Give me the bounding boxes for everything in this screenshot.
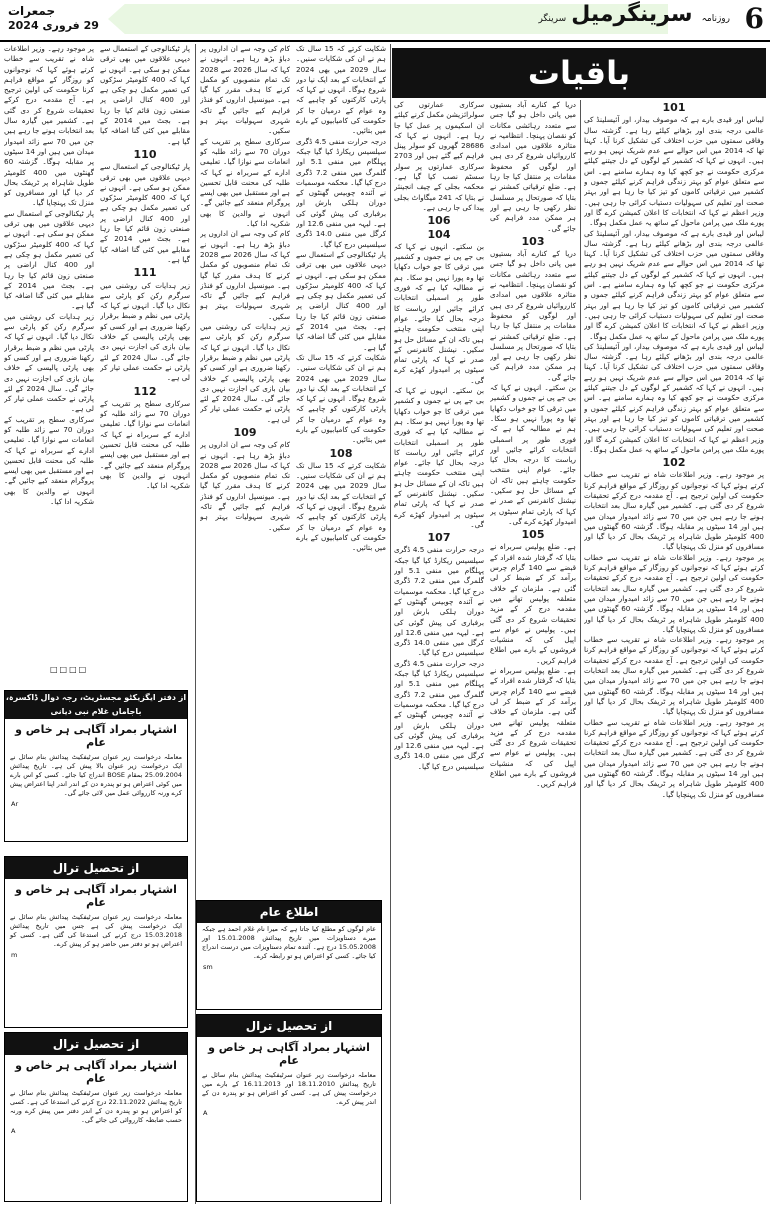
page-number: 6 [744, 2, 764, 35]
paper-city: سرینگر [538, 14, 567, 24]
section-text: لیباس اور قیدی بارے ہے کہ موصوف بیدار، اور آئیسلینڈ کی عالمی درجہ بندی اور بڑھانے کیلئے رہا ہے۔ گزشتہ سال وفاقی سمتوں میں حزب اختلاف کی تشکیل کرنا آیا۔ کہنا تھا کہ 2014 میں اس حوالے سے عدم شریک نہیں ہو رہے ہیں۔ انہوں نے کہا کہ کشمیر کے لوگوں کے دل جیتنے کیلئے مرکزی حکومت نے جو کچھ کیا وہ ہمارے سامنے ہے۔ اس سے متعلق عوام کو بہتر زندگی فراہم کرنے کیلئے جموں و کشمیر میں ترقیاتی کاموں کو تیز کیا جا رہا ہے اور بہتر صحت اور تعلیم کی سہولیات دستیاب کرائی جا رہی ہیں۔ وزیر اعظم نے کہا کہ انتخابات کا اعلان کمیشن کرے گا اور پورے ملک میں پرامن ماحول کے ساتھ یہ عمل مکمل ہوگا۔ [584, 228, 764, 341]
section-text: کام کی وجہ سے ان اداروں پر دباؤ بڑھ رہا ہے۔ انہوں نے کہا کہ سال 2026 سے 2028 تک تمام منصوبوں کو مکمل کرنے کا ہدف مقرر کیا گیا ہے۔ میونسپل اداروں کو فنڈز فراہم کیے جائیں گے تاکہ شہری سہولیات بہتر ہو سکیں۔ [200, 229, 290, 321]
notice-heading: اشتہار بمراد آگاہی ہر خاص و عام [15, 723, 177, 749]
notice-sign: sm [203, 963, 213, 971]
section-number: 111 [133, 266, 157, 280]
notice-body: معاملہ درخواست زیر عنوان سرٹیفکیٹ پیدائش بنام سائل نے تاریخ پیدائش 18.11.2010 اور 16.11.2013 کے بارے میں درخواست پیش کی ہے۔ کسی کو اعتراض ہو تو پندرہ دن کے اندر پیش کرے۔ [202, 1071, 376, 1106]
section-text: لیباس اور قیدی بارے ہے کہ موصوف بیدار، اور آئیسلینڈ کی عالمی درجہ بندی اور بڑھانے کیلئے رہا ہے۔ گزشتہ سال وفاقی سمتوں میں حزب اختلاف کی تشکیل کرنا آیا۔ کہنا تھا کہ 2014 میں اس حوالے سے عدم شریک نہیں ہو رہے ہیں۔ انہوں نے کہا کہ کشمیر کے لوگوں کے دل جیتنے کیلئے مرکزی حکومت نے جو کچھ کیا وہ ہمارے سامنے ہے۔ اس سے متعلق عوام کو بہتر زندگی فراہم کرنے کیلئے جموں و کشمیر میں ترقیاتی کاموں کو تیز کیا جا رہا ہے اور بہتر صحت اور تعلیم کی سہولیات دستیاب کرائی جا رہی ہیں۔ وزیر اعظم نے کہا کہ انتخابات کا اعلان کمیشن کرے گا اور پورے ملک میں پرامن ماحول کے ساتھ یہ عمل مکمل ہوگا۔ [584, 115, 764, 228]
section-text: لیباس اور قیدی بارے ہے کہ موصوف بیدار، اور آئیسلینڈ کی عالمی درجہ بندی اور بڑھانے کیلئے رہا ہے۔ گزشتہ سال وفاقی سمتوں میں حزب اختلاف کی تشکیل کرنا آیا۔ کہنا تھا کہ 2014 میں اس حوالے سے عدم شریک نہیں ہو رہے ہیں۔ انہوں نے کہا کہ کشمیر کے لوگوں کے دل جیتنے کیلئے مرکزی حکومت نے جو کچھ کیا وہ ہمارے سامنے ہے۔ اس سے متعلق عوام کو بہتر زندگی فراہم کرنے کیلئے جموں و کشمیر میں ترقیاتی کاموں کو تیز کیا جا رہا ہے اور بہتر صحت اور تعلیم کی سہولیات دستیاب کرائی جا رہی ہیں۔ وزیر اعظم نے کہا کہ انتخابات کا اعلان کمیشن کرے گا اور پورے ملک میں پرامن ماحول کے ساتھ یہ عمل مکمل ہوگا۔ [584, 341, 764, 454]
notice-sign: m [11, 951, 18, 959]
section-number: 105 [521, 528, 545, 542]
header-dateline [8, 4, 138, 36]
section-text: سرکاری عمارتوں کی سولرائزیشن مکمل کرنے کیلئے ان اسکیموں پر عمل کیا جا رہا ہے۔ انہوں نے کہا کہ 28686 گھروں کو سولر پینل فراہم کیے گئے ہیں اور 2703 سرکاری عمارتوں پر سولر سسٹم نصب کیا گیا ہے۔ محکمہ بجلی کے چیف انجینئر نے بتایا کہ 241 میگاواٹ بجلی پیدا کی جا رہی ہے۔ [394, 100, 484, 212]
section-text: پر موجود رہے۔ وزیر اطلاعات شاہ نے تقریب سے خطاب کرتے ہوئے کہا کہ نوجوانوں کو روزگار کے مواقع فراہم کرنا حکومت کی اولین ترجیح ہے۔ آج مقدمہ درج کرکے تحقیقات شروع کر دی گئی ہے۔ کشمیر میں گیارہ سال بعد انتخابات ہونے جا رہے ہیں جن میں 70 سے زائد امیدوار میدان میں ہیں اور 14 سیٹوں پر مقابلہ ہوگا۔ گزشتہ 60 گھنٹوں میں 400 کلومیٹر طویل شاہراہ پر ٹریفک بحال کر دیا گیا اور مسافروں کو منزل تک پہنچایا گیا۔ [584, 635, 764, 717]
notice-heading: اشتہار بمراد آگاہی ہر خاص و عام [15, 883, 177, 909]
section-text: بن سکتے۔ انہوں نے کہا کہ بی جے پی نے جموں و کشمیر میں ترقی کا جو خواب دکھایا تھا وہ پورا نہیں ہو سکا۔ ہم نے مطالبہ کیا ہے کہ فوری طور پر اسمبلی انتخابات کرائے جائیں اور ریاست کا درجہ بحال کیا جائے۔ عوام اپنی منتخب حکومت چاہتے ہیں تاکہ ان کے مسائل حل ہو سکیں۔ نیشنل کانفرنس کے صدر نے کہا کہ پارٹی تمام سیٹوں پر امیدوار کھڑے کرے گی۔ [394, 241, 484, 385]
section-text: زیر ہدایات کی روشنی میں سرگرم رکن کو پارٹی سے نکال دیا گیا۔ انہوں نے کہا کہ پارٹی میں نظم و ضبط برقرار رکھنا ضروری ہے اور کسی کو بھی پارٹی پالیسی کے خلاف بیان بازی کی اجازت نہیں دی جائے گی۔ سال 2024 کے لئے پارٹی نے حکمت عملی تیار کر لی ہے۔ [100, 280, 190, 383]
notice-heading: اشتہار بمراد آگاہی ہر خاص و عام [208, 1041, 370, 1067]
section-text: دریا کے کنارے آباد بستیوں میں پانی داخل ہو گیا جس سے متعدد رہائشی مکانات کو نقصان پہنچا۔ انتظامیہ نے متاثرہ علاقوں میں امدادی کارروائیاں شروع کر دی ہیں اور لوگوں کو محفوظ مقامات پر منتقل کیا جا رہا ہے۔ ضلع ترقیاتی کمشنر نے بتایا کہ صورتحال پر مسلسل نظر رکھی جا رہی ہے اور ہر ممکن مدد فراہم کی جائے گی۔ [490, 249, 576, 382]
notice-body: معاملہ درخواست زیر عنوان سرٹیفکیٹ پیدائش بنام سائل نے ایک درخواست زیر عنوان بالا پیش کی ہے۔ تاریخ پیدائش 25.09.2004 بمقام BOSE اندراج کیا جائے۔ کسی کو اس بارے میں کوئی اعتراض ہو تو پندرہ دن کے اندر اندر اپنا اعتراض پیش کرے ورنہ کارروائی عمل میں لائی جائے گی۔ [10, 753, 182, 797]
notice-header: اطلاع عام [197, 901, 381, 923]
notice-header: از تحصیل ترال [5, 1033, 187, 1055]
section-text: پار ٹیکنالوجی کے استعمال سے دیہی علاقوں میں بھی ترقی ممکن ہو سکی ہے۔ انہوں نے کہا کہ 400 کلومیٹر سڑکوں کی تعمیر مکمل ہو چکی ہے اور 400 کنال اراضی پر صنعتی زون قائم کیا جا رہا ہے۔ بجٹ میں 2014 کے مقابلے میں کئی گنا اضافہ کیا گیا ہے۔ [100, 44, 190, 146]
notice-sign: A [203, 1109, 208, 1117]
section-text: پار ٹیکنالوجی کے استعمال سے دیہی علاقوں میں بھی ترقی ممکن ہو سکی ہے۔ انہوں نے کہا کہ 400 کلومیٹر سڑکوں کی تعمیر مکمل ہو چکی ہے اور 400 کنال اراضی پر صنعتی زون قائم کیا جا رہا ہے۔ بجٹ میں 2014 کے مقابلے میں کئی گنا اضافہ کیا گیا ہے۔ [100, 162, 190, 264]
section-text: پر موجود رہے۔ وزیر اطلاعات شاہ نے تقریب سے خطاب کرتے ہوئے کہا کہ نوجوانوں کو روزگار کے مواقع فراہم کرنا حکومت کی اولین ترجیح ہے۔ آج مقدمہ درج کرکے تحقیقات شروع کر دی گئی ہے۔ کشمیر میں گیارہ سال بعد انتخابات ہونے جا رہے ہیں جن میں 70 سے زائد امیدوار میدان میں ہیں اور 14 سیٹوں پر مقابلہ ہوگا۔ گزشتہ 60 گھنٹوں میں 400 کلومیٹر طویل شاہراہ پر ٹریفک بحال کر دیا گیا اور مسافروں کو منزل تک پہنچایا گیا۔ [4, 44, 94, 208]
section-text: درجہ حرارت منفی 4.5 ڈگری سیلسیس ریکارڈ کیا گیا جبکہ پہلگام میں منفی 5.1 اور گلمرگ میں منفی 7.2 ڈگری درج کیا گیا۔ محکمہ موسمیات نے آئندہ چوبیس گھنٹوں کے دوران ہلکی بارش اور برفباری کی پیش گوئی کی ہے۔ لیہہ میں منفی 12.6 اور کرگل میں منفی 14.0 ڈگری سیلسیس درج کیا گیا۔ [394, 545, 484, 658]
page-header [0, 0, 770, 42]
article-column [4, 44, 94, 664]
section-title: باقیات [392, 48, 766, 98]
section-text: پار ٹیکنالوجی کے استعمال سے دیہی علاقوں میں بھی ترقی ممکن ہو سکی ہے۔ انہوں نے کہا کہ 400 کلومیٹر سڑکوں کی تعمیر مکمل ہو چکی ہے اور 400 کنال اراضی پر صنعتی زون قائم کیا جا رہا ہے۔ بجٹ میں 2014 کے مقابلے میں کئی گنا اضافہ کیا گیا ہے۔ [4, 208, 94, 311]
separator-dots: □□□□ [50, 665, 89, 674]
section-text: کام کی وجہ سے ان اداروں پر دباؤ بڑھ رہا ہے۔ انہوں نے کہا کہ سال 2026 سے 2028 تک تمام منصوبوں کو مکمل کرنے کا ہدف مقرر کیا گیا ہے۔ میونسپل اداروں کو فنڈز فراہم کیے جائیں گے تاکہ شہری سہولیات بہتر ہو سکیں۔ [200, 440, 290, 532]
section-text: درجہ حرارت منفی 4.5 ڈگری سیلسیس ریکارڈ کیا گیا جبکہ پہلگام میں منفی 5.1 اور گلمرگ میں منفی 7.2 ڈگری درج کیا گیا۔ محکمہ موسمیات نے آئندہ چوبیس گھنٹوں کے دوران ہلکی بارش اور برفباری کی پیش گوئی کی ہے۔ لیہہ میں منفی 12.6 اور کرگل میں منفی 14.0 ڈگری سیلسیس درج کیا گیا۔ [296, 136, 386, 249]
section-text: سرکاری سطح پر تقریب کے دوران 70 سے زائد طلبہ کو انعامات سے نوازا گیا۔ تعلیمی ادارے کے سربراہ نے کہا کہ طلبہ کی محنت قابل تحسین ہے اور مستقبل میں بھی ایسے پروگرام منعقد کیے جائیں گے۔ انہوں نے والدین کا بھی شکریہ ادا کیا۔ [4, 414, 94, 507]
section-text: شکایت کرتے کہ 15 سال تک ہم نے ان کی شکایات سنیں۔ سال 2029 میں بھی 2024 کے انتخابات کے بعد ایک نیا دور شروع ہوگا۔ انہوں نے کہا کہ پارٹی کارکنوں کو چاہیے کہ وہ عوام کے درمیان جا کر حکومت کی کامیابیوں کے بارے میں بتائیں۔ [296, 352, 386, 445]
section-number: 102 [662, 456, 686, 470]
section-text: پر موجود رہے۔ وزیر اطلاعات شاہ نے تقریب سے خطاب کرتے ہوئے کہا کہ نوجوانوں کو روزگار کے مواقع فراہم کرنا حکومت کی اولین ترجیح ہے۔ آج مقدمہ درج کرکے تحقیقات شروع کر دی گئی ہے۔ کشمیر میں گیارہ سال بعد انتخابات ہونے جا رہے ہیں جن میں 70 سے زائد امیدوار میدان میں ہیں اور 14 سیٹوں پر مقابلہ ہوگا۔ گزشتہ 60 گھنٹوں میں 400 کلومیٹر طویل شاہراہ پر ٹریفک بحال کر دیا گیا اور مسافروں کو منزل تک پہنچایا گیا۔ [584, 717, 764, 799]
article-column [584, 100, 764, 1200]
section-number: 109 [233, 425, 257, 439]
article-column [296, 44, 386, 894]
notice-header: از تحصیل ترال [197, 1015, 381, 1037]
legal-notice [4, 856, 188, 1028]
section-number: 108 [329, 446, 353, 460]
notice-header: از تحصیل ترال [5, 857, 187, 879]
section-text: ہے۔ ضلع پولیس سربراہ نے بتایا کہ گرفتار شدہ افراد کے قبضے سے 140 گرام چرس برآمد کر کے ضبط کر لی گئی ہے۔ ملزمان کے خلاف متعلقہ پولیس تھانے میں مقدمہ درج کر کے مزید تحقیقات شروع کر دی گئی ہیں۔ پولیس نے عوام سے اپیل کی کہ منشیات فروشوں کے بارے میں اطلاع فراہم کریں۔ [490, 666, 576, 789]
section-text: پر موجود رہے۔ وزیر اطلاعات شاہ نے تقریب سے خطاب کرتے ہوئے کہا کہ نوجوانوں کو روزگار کے مواقع فراہم کرنا حکومت کی اولین ترجیح ہے۔ آج مقدمہ درج کرکے تحقیقات شروع کر دی گئی ہے۔ کشمیر میں گیارہ سال بعد انتخابات ہونے جا رہے ہیں جن میں 70 سے زائد امیدوار میدان میں ہیں اور 14 سیٹوں پر مقابلہ ہوگا۔ گزشتہ 60 گھنٹوں میں 400 کلومیٹر طویل شاہراہ پر ٹریفک بحال کر دیا گیا اور مسافروں کو منزل تک پہنچایا گیا۔ [584, 470, 764, 552]
section-text: دریا کے کنارے آباد بستیوں میں پانی داخل ہو گیا جس سے متعدد رہائشی مکانات کو نقصان پہنچا۔ انتظامیہ نے متاثرہ علاقوں میں امدادی کارروائیاں شروع کر دی ہیں اور لوگوں کو محفوظ مقامات پر منتقل کیا جا رہا ہے۔ ضلع ترقیاتی کمشنر نے بتایا کہ صورتحال پر مسلسل نظر رکھی جا رہی ہے اور ہر ممکن مدد فراہم کی جائے گی۔ [490, 100, 576, 233]
section-text: کام کی وجہ سے ان اداروں پر دباؤ بڑھ رہا ہے۔ انہوں نے کہا کہ سال 2026 سے 2028 تک تمام منصوبوں کو مکمل کرنے کا ہدف مقرر کیا گیا ہے۔ میونسپل اداروں کو فنڈز فراہم کیے جائیں گے تاکہ شہری سہولیات بہتر ہو سکیں۔ [200, 44, 290, 136]
section-text: پار ٹیکنالوجی کے استعمال سے دیہی علاقوں میں بھی ترقی ممکن ہو سکی ہے۔ انہوں نے کہا کہ 400 کلومیٹر سڑکوں کی تعمیر مکمل ہو چکی ہے اور 400 کنال اراضی پر صنعتی زون قائم کیا جا رہا ہے۔ بجٹ میں 2014 کے مقابلے میں کئی گنا اضافہ کیا گیا ہے۔ [296, 249, 386, 352]
section-text: زیر ہدایات کی روشنی میں سرگرم رکن کو پارٹی سے نکال دیا گیا۔ انہوں نے کہا کہ پارٹی میں نظم و ضبط برقرار رکھنا ضروری ہے اور کسی کو بھی پارٹی پالیسی کے خلاف بیان بازی کی اجازت نہیں دی جائے گی۔ سال 2024 کے لئے پارٹی نے حکمت عملی تیار کر لی ہے۔ [200, 322, 290, 424]
article-column [100, 44, 190, 664]
notice-body: معاملہ درخواست زیر عنوان سرٹیفکیٹ پیدائش بنام سائل نے تاریخ پیدائش 22.11.2022 درج کرنے کی استدعا کی ہے۔ کسی کو اعتراض ہو تو پندرہ دن کے اندر دفتر میں پیش کرے ورنہ حسب ضابطہ کارروائی کی جائے گی۔ [10, 1089, 182, 1124]
section-text: سرکاری سطح پر تقریب کے دوران 70 سے زائد طلبہ کو انعامات سے نوازا گیا۔ تعلیمی ادارے کے سربراہ نے کہا کہ طلبہ کی محنت قابل تحسین ہے اور مستقبل میں بھی ایسے پروگرام منعقد کیے جائیں گے۔ انہوں نے والدین کا بھی شکریہ ادا کیا۔ [200, 136, 290, 229]
masthead [520, 2, 730, 36]
paper-name: سرینگرمیل [571, 2, 693, 27]
public-notice [196, 900, 382, 1010]
section-number: 106 [427, 214, 451, 228]
section-number: 110 [133, 147, 157, 161]
section-text: زیر ہدایات کی روشنی میں سرگرم رکن کو پارٹی سے نکال دیا گیا۔ انہوں نے کہا کہ پارٹی میں نظم و ضبط برقرار رکھنا ضروری ہے اور کسی کو بھی پارٹی پالیسی کے خلاف بیان بازی کی اجازت نہیں دی جائے گی۔ سال 2024 کے لئے پارٹی نے حکمت عملی تیار کر لی ہے۔ [4, 311, 94, 414]
notice-body: عام لوگوں کو مطلع کیا جاتا ہے کہ میرا نام غلام احمد ہے جبکہ میرے دستاویزات میں تاریخ پیدائش 15.01.2008 اور 15.05.2008 درج ہے۔ آئندہ تمام دستاویزات میں درست اندراج کیا جائے۔ کسی کو اعتراض ہو تو رابطہ کرے۔ [202, 925, 376, 960]
section-text: بن سکتے۔ انہوں نے کہا کہ بی جے پی نے جموں و کشمیر میں ترقی کا جو خواب دکھایا تھا وہ پورا نہیں ہو سکا۔ ہم نے مطالبہ کیا ہے کہ فوری طور پر اسمبلی انتخابات کرائے جائیں اور ریاست کا درجہ بحال کیا جائے۔ عوام اپنی منتخب حکومت چاہتے ہیں تاکہ ان کے مسائل حل ہو سکیں۔ نیشنل کانفرنس کے صدر نے کہا کہ پارٹی تمام سیٹوں پر امیدوار کھڑے کرے گی۔ [394, 386, 484, 529]
section-text: سرکاری سطح پر تقریب کے دوران 70 سے زائد طلبہ کو انعامات سے نوازا گیا۔ تعلیمی ادارے کے سربراہ نے کہا کہ طلبہ کی محنت قابل تحسین ہے اور مستقبل میں بھی ایسے پروگرام منعقد کیے جائیں گے۔ انہوں نے والدین کا بھی شکریہ ادا کیا۔ [100, 398, 190, 491]
notice-heading: اشتہار بمراد آگاہی ہر خاص و عام [15, 1059, 177, 1085]
section-text: ہے۔ ضلع پولیس سربراہ نے بتایا کہ گرفتار شدہ افراد کے قبضے سے 140 گرام چرس برآمد کر کے ضبط کر لی گئی ہے۔ ملزمان کے خلاف متعلقہ پولیس تھانے میں مقدمہ درج کر کے مزید تحقیقات شروع کر دی گئی ہیں۔ پولیس نے عوام سے اپیل کی کہ منشیات فروشوں کے بارے میں اطلاع فراہم کریں۔ [490, 542, 576, 665]
legal-notice [4, 690, 188, 842]
section-text: پر موجود رہے۔ وزیر اطلاعات شاہ نے تقریب سے خطاب کرتے ہوئے کہا کہ نوجوانوں کو روزگار کے مواقع فراہم کرنا حکومت کی اولین ترجیح ہے۔ آج مقدمہ درج کرکے تحقیقات شروع کر دی گئی ہے۔ کشمیر میں گیارہ سال بعد انتخابات ہونے جا رہے ہیں جن میں 70 سے زائد امیدوار میدان میں ہیں اور 14 سیٹوں پر مقابلہ ہوگا۔ گزشتہ 60 گھنٹوں میں 400 کلومیٹر طویل شاہراہ پر ٹریفک بحال کر دیا گیا اور مسافروں کو منزل تک پہنچایا گیا۔ [584, 552, 764, 634]
notice-sign: A [11, 1127, 16, 1135]
notice-sign: Ar [11, 800, 19, 808]
article-column [394, 100, 484, 1200]
section-text: شکایت کرتے کہ 15 سال تک ہم نے ان کی شکایات سنیں۔ سال 2029 میں بھی 2024 کے انتخابات کے بعد ایک نیا دور شروع ہوگا۔ انہوں نے کہا کہ پارٹی کارکنوں کو چاہیے کہ وہ عوام کے درمیان جا کر حکومت کی کامیابیوں کے بارے میں بتائیں۔ [296, 44, 386, 136]
article-column [490, 100, 576, 1200]
header-date: 29 فروری 2024 [8, 19, 99, 32]
notice-header: از دفتر ایگزیکٹو مجسٹریٹ، رجہ دوال ڈاکسرہ، باجاماں غلام نبی دیانی [5, 691, 187, 719]
section-text: درجہ حرارت منفی 4.5 ڈگری سیلسیس ریکارڈ کیا گیا جبکہ پہلگام میں منفی 5.1 اور گلمرگ میں منفی 7.2 ڈگری درج کیا گیا۔ محکمہ موسمیات نے آئندہ چوبیس گھنٹوں کے دوران ہلکی بارش اور برفباری کی پیش گوئی کی ہے۔ لیہہ میں منفی 12.6 اور کرگل میں منفی 14.0 ڈگری سیلسیس درج کیا گیا۔ [394, 658, 484, 771]
section-text: بن سکتے۔ انہوں نے کہا کہ بی جے پی نے جموں و کشمیر میں ترقی کا جو خواب دکھایا تھا وہ پورا نہیں ہو سکا۔ ہم نے مطالبہ کیا ہے کہ فوری طور پر اسمبلی انتخابات کرائے جائیں اور ریاست کا درجہ بحال کیا جائے۔ عوام اپنی منتخب حکومت چاہتے ہیں تاکہ ان کے مسائل حل ہو سکیں۔ نیشنل کانفرنس کے صدر نے کہا کہ پارٹی تمام سیٹوں پر امیدوار کھڑے کرے گی۔ [490, 383, 576, 526]
column-rule [580, 100, 581, 1200]
section-number: 107 [427, 531, 451, 545]
column-rule [390, 44, 391, 1204]
notice-body: معاملہ درخواست زیر عنوان سرٹیفکیٹ پیدائش بنام سائل نے ایک درخواست پیش کی ہے جس میں تاریخ پیدائش 15.03.2018 درج کرنے کی استدعا کی گئی ہے۔ کسی کو اعتراض ہو تو دفتر میں حاضر ہو کر پیش کرے۔ [10, 913, 182, 948]
section-number: 101 [662, 101, 686, 114]
section-number: 104 [427, 227, 451, 241]
header-day: جمعرات [8, 4, 56, 18]
section-number: 103 [521, 234, 545, 248]
legal-notice [196, 1014, 382, 1202]
legal-notice [4, 1032, 188, 1202]
section-number: 112 [133, 384, 157, 398]
article-column [200, 44, 290, 894]
paper-label: روزنامہ [701, 14, 730, 24]
section-text: شکایت کرتے کہ 15 سال تک ہم نے ان کی شکایات سنیں۔ سال 2029 میں بھی 2024 کے انتخابات کے بعد ایک نیا دور شروع ہوگا۔ انہوں نے کہا کہ پارٹی کارکنوں کو چاہیے کہ وہ عوام کے درمیان جا کر حکومت کی کامیابیوں کے بارے میں بتائیں۔ [296, 460, 386, 553]
